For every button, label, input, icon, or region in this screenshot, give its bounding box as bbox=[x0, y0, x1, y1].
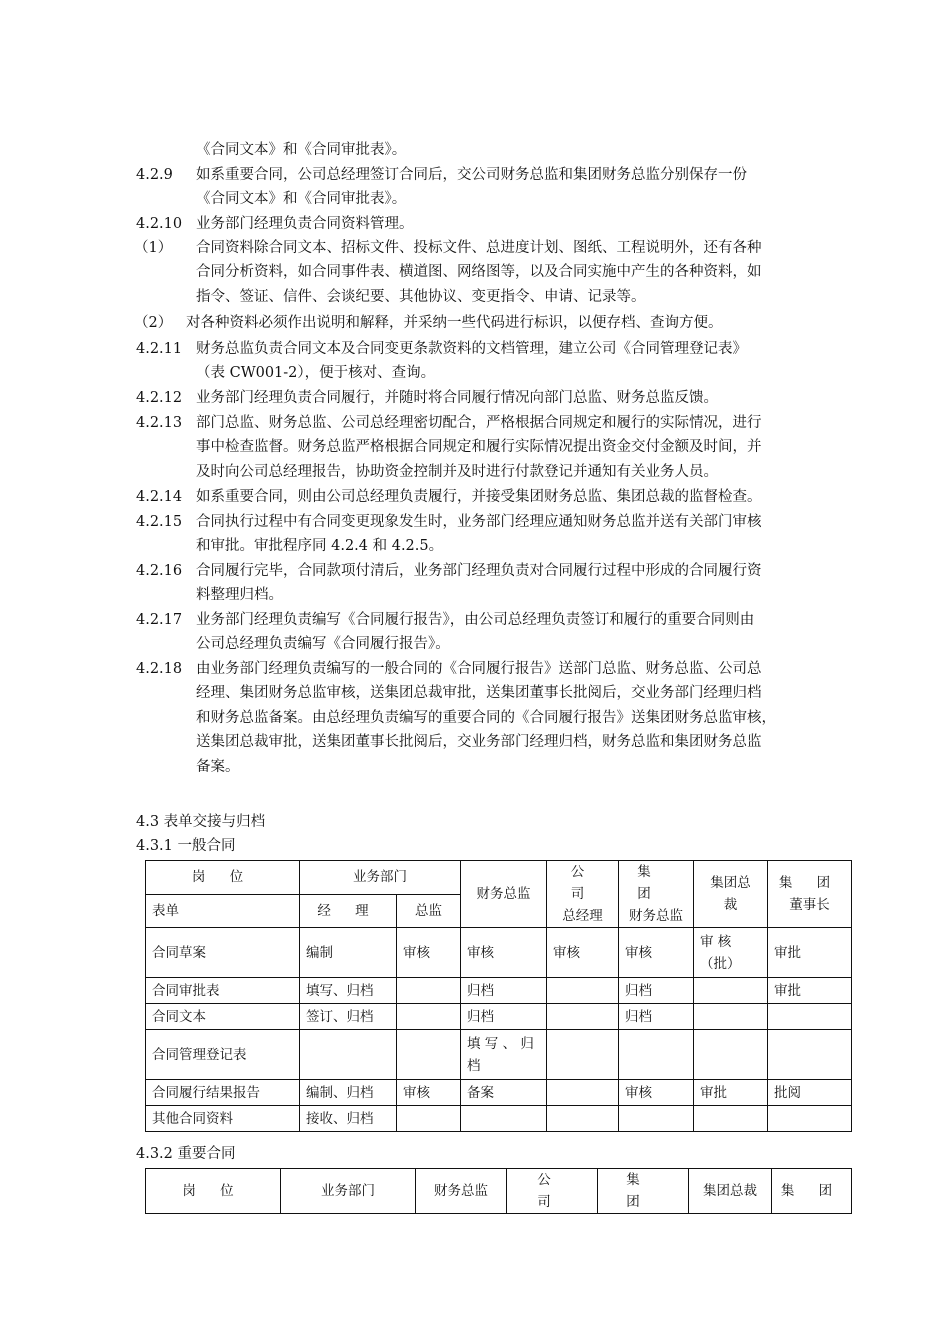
clause-number: 4.2.14 bbox=[136, 489, 183, 505]
table-cell bbox=[397, 1030, 461, 1080]
table-cell bbox=[768, 1030, 852, 1080]
clause-line: 《合同文本》和《合同审批表》。 bbox=[196, 191, 407, 207]
header-cfo: 财务总监 bbox=[461, 861, 547, 928]
important-contract-table bbox=[145, 1168, 852, 1214]
clause-line: 《合同文本》和《合同审批表》。 bbox=[196, 142, 407, 158]
row-form-name: 合同审批表 bbox=[146, 978, 300, 1004]
t2-header-cfo: 财务总监 bbox=[416, 1169, 507, 1214]
subsection-title-important: 4.3.2 重要合同 bbox=[136, 1146, 236, 1162]
clause-line: 合同执行过程中有合同变更现象发生时，业务部门经理应通知财务总监并送有关部门审核 bbox=[196, 514, 762, 530]
table-cell: 归档 bbox=[619, 978, 694, 1004]
clause-number: 4.2.10 bbox=[136, 216, 183, 232]
clause-number: 4.2.15 bbox=[136, 514, 183, 530]
t2-header-president: 集团总裁 bbox=[689, 1169, 772, 1214]
table-row bbox=[146, 978, 852, 1004]
table-cell bbox=[694, 978, 768, 1004]
clause-line: 合同分析资料，如合同事件表、横道图、网络图等，以及合同实施中产生的各种资料，如 bbox=[196, 264, 762, 280]
table-cell: 审核 bbox=[619, 1080, 694, 1106]
section-title: 4.3 表单交接与归档 bbox=[136, 814, 266, 830]
header-dept: 业务部门 bbox=[300, 861, 461, 895]
table-cell: 审核 bbox=[397, 928, 461, 978]
table-cell: 编制、归档 bbox=[300, 1080, 397, 1106]
table-cell bbox=[768, 1004, 852, 1030]
table-cell bbox=[547, 978, 619, 1004]
clause-line: 业务部门经理负责编写《合同履行报告》，由公司总经理负责签订和履行的重要合同则由 bbox=[196, 612, 755, 628]
clause-line: 业务部门经理负责合同资料管理。 bbox=[196, 216, 414, 232]
clause-number: 4.2.18 bbox=[136, 661, 183, 677]
table-cell: 审核 bbox=[619, 928, 694, 978]
table-cell bbox=[300, 1030, 397, 1080]
table-cell: 归档 bbox=[461, 978, 547, 1004]
table-cell bbox=[768, 1106, 852, 1132]
t2-header-gm: 公 司 bbox=[507, 1169, 598, 1214]
row-form-name: 其他合同资料 bbox=[146, 1106, 300, 1132]
table-cell: 归档 bbox=[619, 1004, 694, 1030]
table-cell bbox=[547, 1106, 619, 1132]
table-cell: 编制 bbox=[300, 928, 397, 978]
row-form-name: 合同管理登记表 bbox=[146, 1030, 300, 1080]
table-cell bbox=[694, 1106, 768, 1132]
table-cell: 审核 bbox=[397, 1080, 461, 1106]
table-row bbox=[146, 1030, 852, 1080]
table-cell bbox=[547, 1004, 619, 1030]
clause-number: （1） bbox=[134, 240, 173, 256]
table-cell: 审核 bbox=[547, 928, 619, 978]
table-row bbox=[146, 928, 852, 978]
header-chairman: 集 团 董事长 bbox=[768, 861, 852, 928]
table-cell bbox=[619, 1106, 694, 1132]
row-form-name: 合同草案 bbox=[146, 928, 300, 978]
clause-line: 备案。 bbox=[196, 759, 240, 775]
table-cell: 归档 bbox=[461, 1004, 547, 1030]
table-cell bbox=[694, 1004, 768, 1030]
table-cell bbox=[547, 1030, 619, 1080]
clause-line: 由业务部门经理负责编写的一般合同的《合同履行报告》送部门总监、财务总监、公司总 bbox=[196, 661, 762, 677]
clause-line: 合同资料除合同文本、招标文件、投标文件、总进度计划、图纸、工程说明外，还有各种 bbox=[196, 240, 762, 256]
clause-line: 业务部门经理负责合同履行，并随时将合同履行情况向部门总监、财务总监反馈。 bbox=[196, 390, 718, 406]
clause-number: 4.2.12 bbox=[136, 390, 183, 406]
clause-number: （2） bbox=[134, 315, 173, 331]
header-post: 岗 位 bbox=[146, 861, 300, 895]
table-cell: 接收、归档 bbox=[300, 1106, 397, 1132]
t2-header-group: 集 团 bbox=[598, 1169, 689, 1214]
clause-line: 指令、签证、信件、会谈纪要、其他协议、变更指令、申请、记录等。 bbox=[196, 289, 646, 305]
table-cell: 审核 bbox=[461, 928, 547, 978]
clause-line: 及时向公司总经理报告，协助资金控制并及时进行付款登记并通知有关业务人员。 bbox=[196, 464, 718, 480]
clause-line: 如系重要合同，则由公司总经理负责履行，并接受集团财务总监、集团总裁的监督检查。 bbox=[196, 489, 762, 505]
table-cell bbox=[397, 1004, 461, 1030]
table-cell: 审 核（批） bbox=[694, 928, 768, 978]
clause-line: 料整理归档。 bbox=[196, 587, 283, 603]
clause-line: 如系重要合同，公司总经理签订合同后，交公司财务总监和集团财务总监分别保存一份 bbox=[196, 167, 747, 183]
clause-line: 和财务总监备案。由总经理负责编写的重要合同的《合同履行报告》送集团财务总监审核， bbox=[196, 710, 776, 726]
table-cell: 审批 bbox=[768, 978, 852, 1004]
table-cell: 填 写 、 归档 bbox=[461, 1030, 547, 1080]
table-cell: 备案 bbox=[461, 1080, 547, 1106]
table-cell bbox=[694, 1030, 768, 1080]
clause-line: 经理、集团财务总监审核，送集团总裁审批，送集团董事长批阅后，交业务部门经理归档 bbox=[196, 685, 762, 701]
header-director: 总监 bbox=[397, 894, 461, 928]
table-cell bbox=[397, 978, 461, 1004]
table-row bbox=[146, 1080, 852, 1106]
header-president: 集团总 裁 bbox=[694, 861, 768, 928]
table-cell bbox=[547, 1080, 619, 1106]
table-row bbox=[146, 1004, 852, 1030]
subsection-title-general: 4.3.1 一般合同 bbox=[136, 838, 236, 854]
clause-number: 4.2.13 bbox=[136, 415, 183, 431]
clause-line: 部门总监、财务总监、公司总经理密切配合，严格根据合同规定和履行的实际情况，进行 bbox=[196, 415, 762, 431]
header-group-cfo: 集 团 财务总监 bbox=[619, 861, 694, 928]
t2-header-post: 岗 位 bbox=[146, 1169, 281, 1214]
table-cell: 填写、归档 bbox=[300, 978, 397, 1004]
row-form-name: 合同文本 bbox=[146, 1004, 300, 1030]
clause-number: 4.2.17 bbox=[136, 612, 183, 628]
table-cell: 签订、归档 bbox=[300, 1004, 397, 1030]
clause-line: 对各种资料必须作出说明和解释，并采纳一些代码进行标识，以便存档、查询方便。 bbox=[186, 315, 723, 331]
table-cell: 审批 bbox=[694, 1080, 768, 1106]
row-form-name: 合同履行结果报告 bbox=[146, 1080, 300, 1106]
header-gm: 公 司 总经理 bbox=[547, 861, 619, 928]
clause-line: 事中检查监督。财务总监严格根据合同规定和履行实际情况提出资金交付金额及时间，并 bbox=[196, 439, 762, 455]
t2-header-dept: 业务部门 bbox=[281, 1169, 416, 1214]
clause-line: 合同履行完毕，合同款项付清后，业务部门经理负责对合同履行过程中形成的合同履行资 bbox=[196, 563, 762, 579]
general-contract-table bbox=[145, 860, 852, 1132]
table-cell bbox=[461, 1106, 547, 1132]
table-cell bbox=[397, 1106, 461, 1132]
clause-number: 4.2.9 bbox=[136, 167, 173, 183]
clause-number: 4.2.16 bbox=[136, 563, 183, 579]
clause-line: 和审批。审批程序同 4.2.4 和 4.2.5。 bbox=[196, 538, 444, 554]
clause-line: 公司总经理负责编写《合同履行报告》。 bbox=[196, 636, 450, 652]
clause-number: 4.2.11 bbox=[136, 341, 183, 357]
header-form: 表单 bbox=[146, 894, 300, 928]
clause-line: （表 CW001-2），便于核对、查询。 bbox=[196, 365, 436, 381]
table-row bbox=[146, 1106, 852, 1132]
table-cell: 批阅 bbox=[768, 1080, 852, 1106]
table-cell: 审批 bbox=[768, 928, 852, 978]
clause-line: 送集团总裁审批，送集团董事长批阅后，交业务部门经理归档，财务总监和集团财务总监 bbox=[196, 734, 762, 750]
t2-header-chairman: 集 团 bbox=[772, 1169, 852, 1214]
table-cell bbox=[619, 1030, 694, 1080]
header-manager: 经 理 bbox=[300, 894, 397, 928]
clause-line: 财务总监负责合同文本及合同变更条款资料的文档管理，建立公司《合同管理登记表》 bbox=[196, 341, 747, 357]
